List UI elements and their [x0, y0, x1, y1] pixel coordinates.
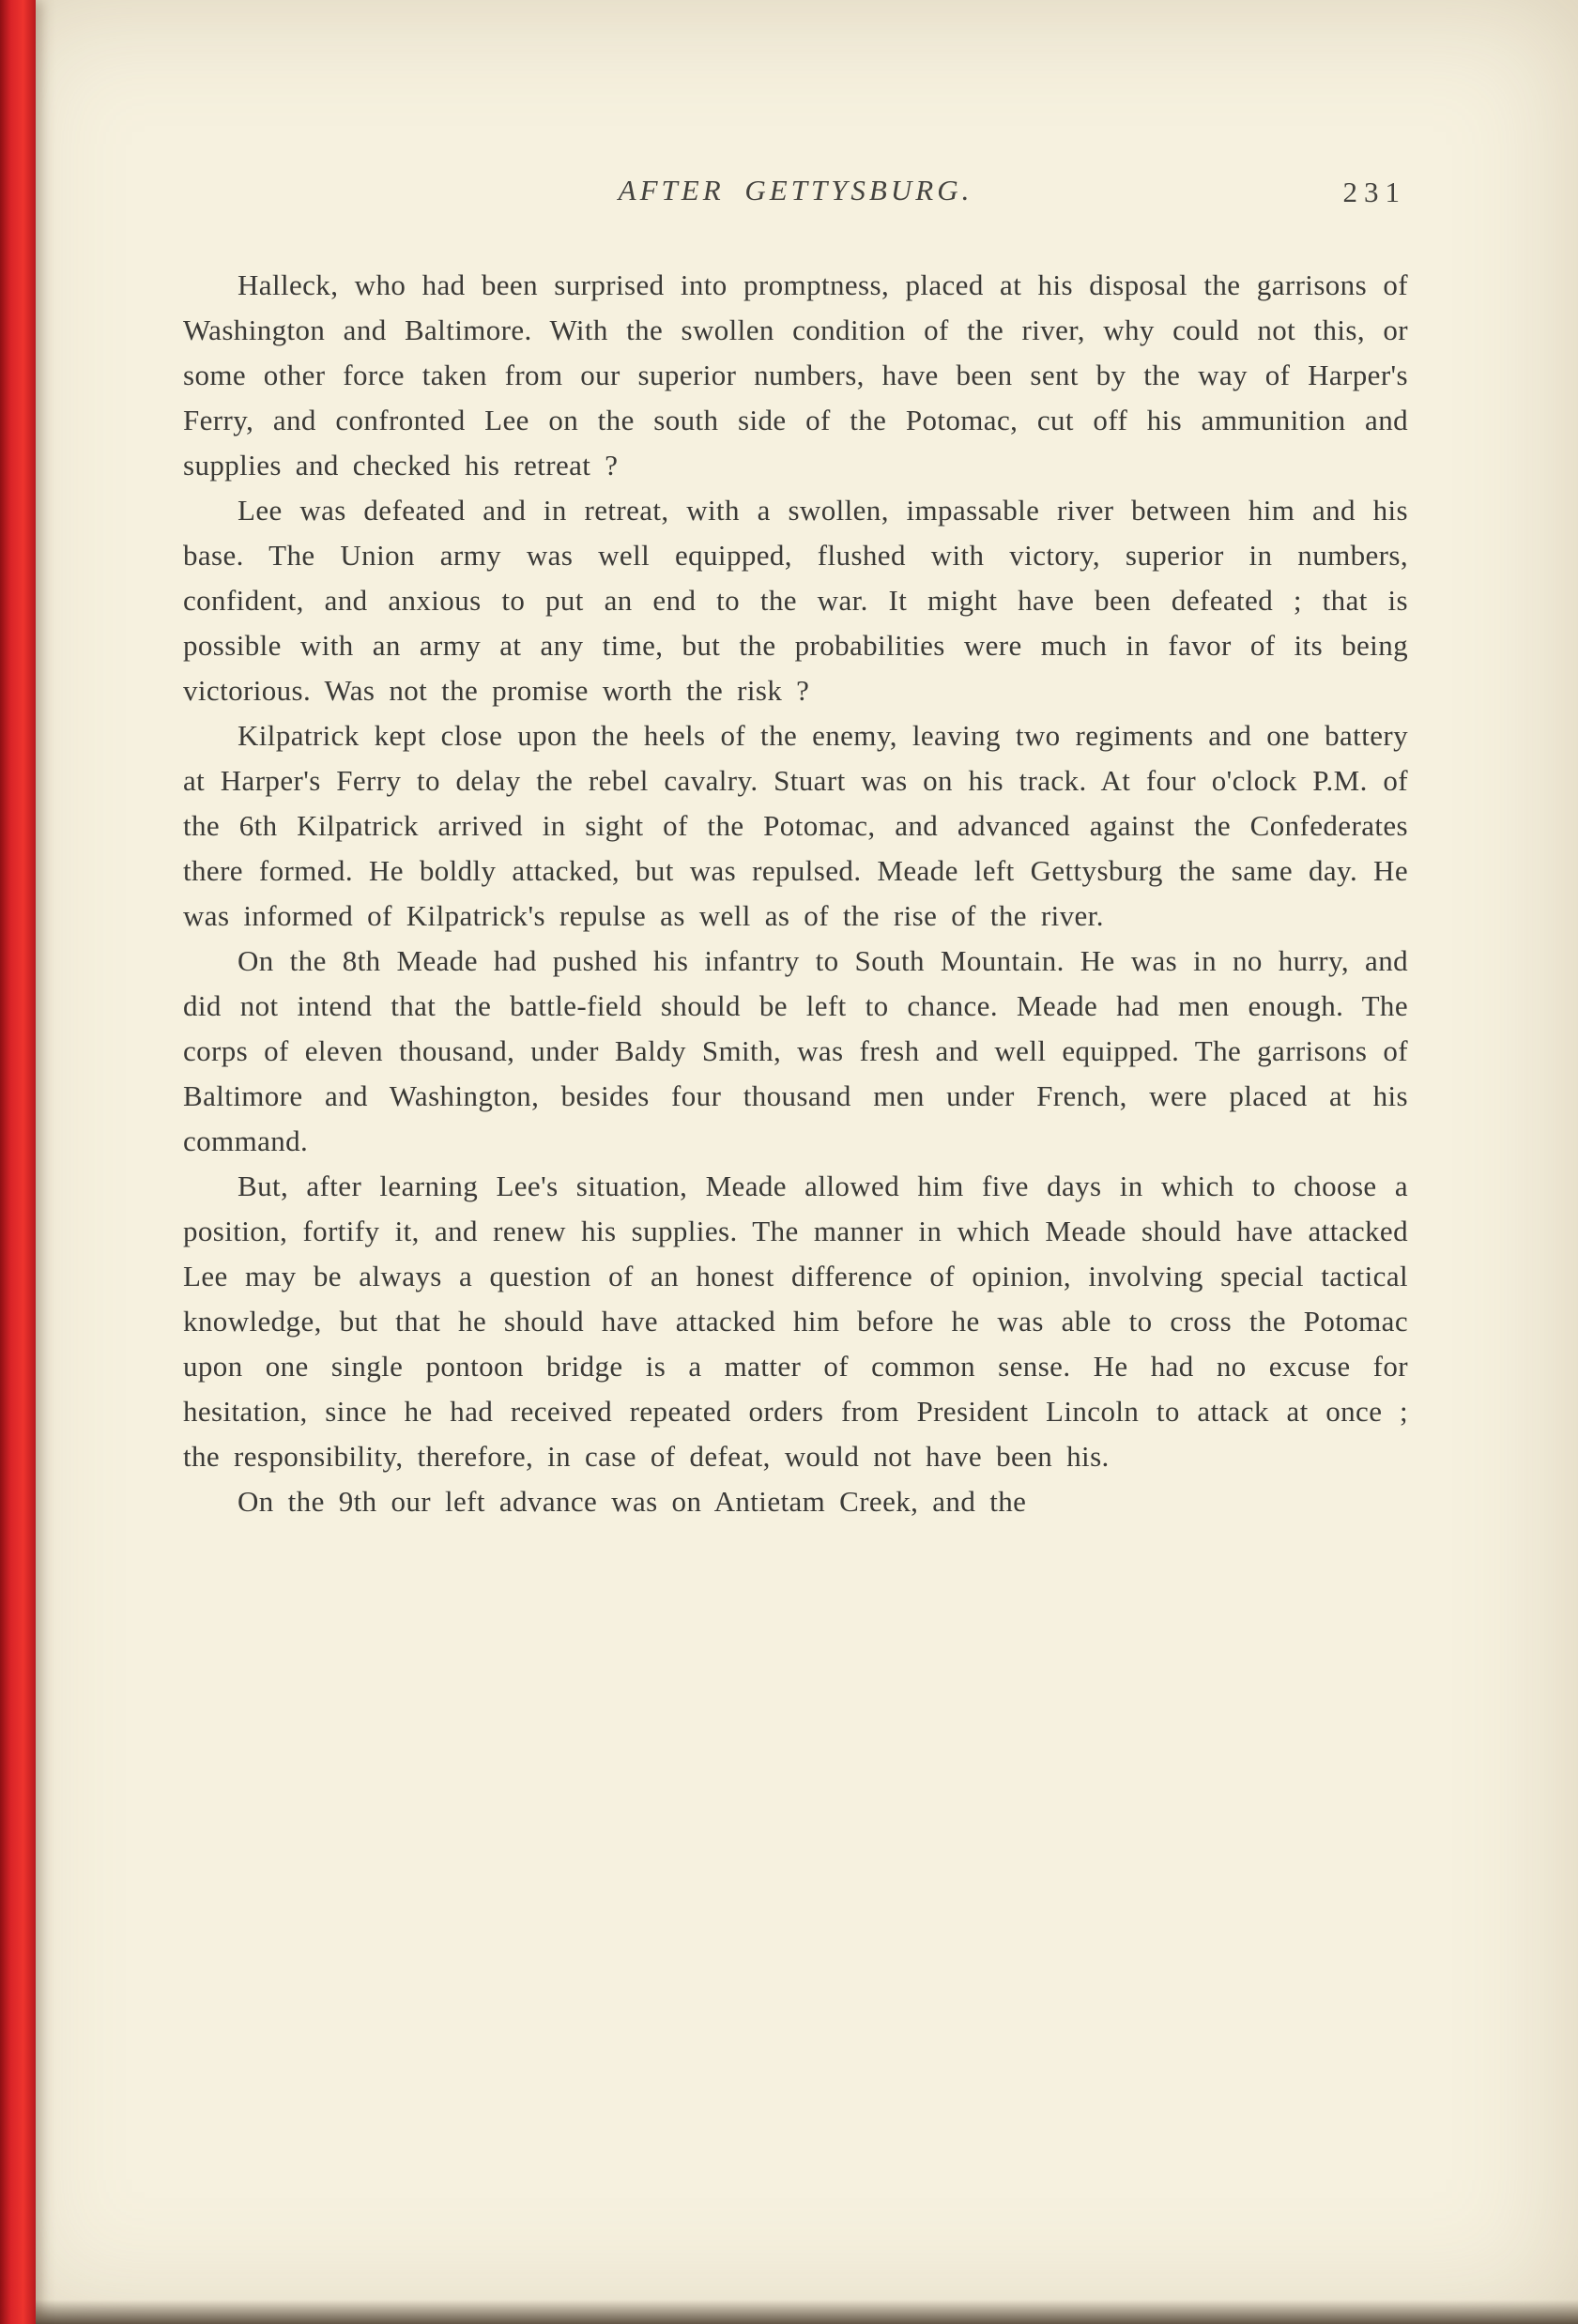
running-title: AFTER GETTYSBURG. — [618, 174, 973, 206]
paragraph: On the 8th Meade had pushed his infantry to South Mountain. He was in no hurry, and did not intend that the battle-field should be left to chance. Meade had men enough. The corps of eleven thousand, under Baldy Smith, was fresh and well equipped. The garrisons of Baltimore and Washington, besides four thousand men under French, were placed at his command. — [183, 944, 1408, 1157]
page-number: 231 — [1342, 176, 1406, 208]
paragraph: Kilpatrick kept close upon the heels of the enemy, leaving two regiments and one battery at Harper's Ferry to delay the rebel cavalry. Stuart was on his track. At four o'clock P.M. of the 6th Kilpatrick arrived in sight of the Potomac, and advanced against the Confederates there formed. He boldly attacked, but was repulsed. Meade left Gettysburg the same day. He was informed of Kilpatrick's repulse as well as of the rise of the river. — [183, 719, 1408, 932]
body-text — [183, 263, 1408, 1524]
book-binding-edge — [0, 0, 36, 2324]
page-content — [183, 174, 1408, 1524]
paragraph: Lee was defeated and in retreat, with a swollen, impassable river between him and his base. The Union army was well equipped, flushed with victory, superior in numbers, confident, and anxious to put an end to the war. It might have been defeated ; that is possible with an army at any time, but the probabilities were much in favor of its being victorious. Was not the promise worth the risk ? — [183, 494, 1408, 707]
page-bottom-shadow — [0, 2300, 1578, 2324]
paragraph: But, after learning Lee's situation, Meade allowed him five days in which to choose a position, fortify it, and renew his supplies. The manner in which Meade should have attacked Lee may be always a question of an honest difference of opinion, involving special tactical knowledge, but that he should have attacked him before he was able to cross the Potomac upon one single pontoon bridge is a matter of common sense. He had no excuse for hesitation, since he had received repeated orders from President Lincoln to attack at once ; the responsibility, therefore, in case of defeat, would not have been his. — [183, 1170, 1408, 1473]
paragraph: On the 9th our left advance was on Antietam Creek, and the — [237, 1485, 1027, 1518]
paragraph: Halleck, who had been surprised into promptness, placed at his disposal the garrisons of Washington and Baltimore. With the swollen condition of the river, why could not this, or some other force taken from our superior numbers, have been sent by the way of Harper's Ferry, and confronted Lee on the south side of the Potomac, cut off his ammunition and supplies and checked his retreat ? — [183, 268, 1408, 482]
page-header — [183, 174, 1408, 263]
